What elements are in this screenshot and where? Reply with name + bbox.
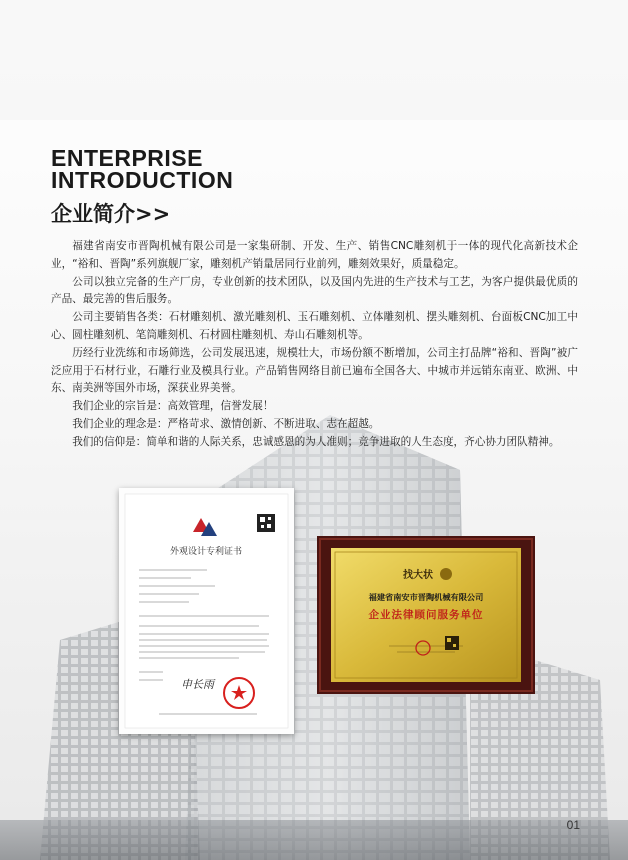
patent-certificate	[119, 488, 294, 734]
paragraph: 福建省南安市晋陶机械有限公司是一家集研制、开发、生产、销售CNC雕刻机于一体的现代化高新技术企业，“裕和、晋陶”系列旗舰厂家，雕刻机产销量居同行业前列，雕刻效果好，质量稳定。	[51, 240, 578, 270]
paragraph: 历经行业洗练和市场筛选，公司发展迅速，规模壮大，市场份额不断增加，公司主打品牌“裕和、晋陶”被广泛应用于石材行业，石雕行业及模具行业。产品销售网络目前已遍布全国各大、中城市并远销东南亚、欧洲、中东、南美洲等国外市场，深获业界美誉。	[51, 346, 578, 395]
paragraph: 我们企业的宗旨是：高效管理，信誉发展！	[72, 400, 274, 413]
title-chinese: 企业简介>>	[51, 202, 171, 226]
intro-text	[51, 238, 578, 452]
plaque-company: 福建省南安市晋陶机械有限公司	[368, 592, 484, 602]
plaque-qr-code-icon	[445, 636, 459, 650]
paragraph: 我们的信仰是：简单和谐的人际关系，忠诚感恩的为人准则；竞争进取的人生态度，齐心协力团队精神。	[72, 435, 560, 448]
qr-code-icon	[257, 514, 275, 532]
paragraph: 我们企业的理念是：严格苛求、激情创新、不断进取、志在超越。	[72, 417, 380, 430]
title-en-line1: ENTERPRISE	[51, 145, 203, 171]
certificate-title: 外观设计专利证书	[169, 547, 243, 557]
brand-logo-icon	[440, 568, 452, 580]
plaque-award: 企业法律顾问服务单位	[368, 609, 484, 621]
plaque-artwork	[317, 536, 535, 694]
paragraph: 公司以独立完备的生产厂房，专业创新的技术团队，以及国内先进的生产技术与工艺，为客户提供最优质的产品、最完善的售后服务。	[51, 275, 578, 306]
paragraph: 公司主要销售各类：石材雕刻机、激光雕刻机、玉石雕刻机、立体雕刻机、摆头雕刻机、台面板CNC加工中心、圆柱雕刻机、笔筒雕刻机、石材圆柱雕刻机、寿山石雕刻机等。	[51, 311, 578, 341]
plaque-brand: 找大状	[403, 570, 433, 581]
award-plaque	[317, 536, 535, 694]
page-number: 01	[566, 818, 580, 832]
title-en-line2: INTRODUCTION	[51, 167, 234, 193]
certificate-signature: 申长雨	[181, 678, 214, 691]
title-english	[51, 147, 233, 191]
certificate-artwork	[119, 488, 294, 734]
